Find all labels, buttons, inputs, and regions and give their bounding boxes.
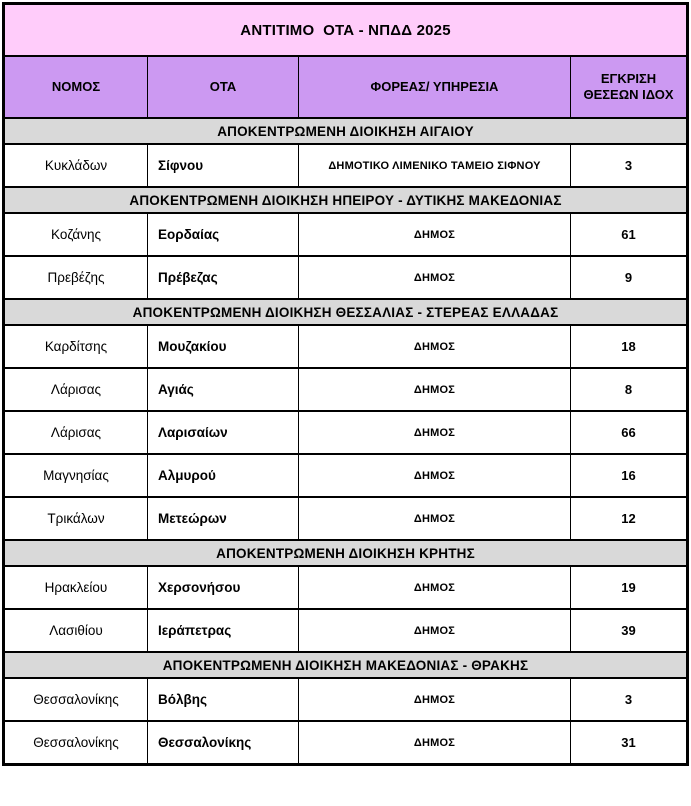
ota-cell: Μετεώρων	[148, 497, 299, 540]
foreas-cell: ΔΗΜΟΣ	[299, 678, 571, 721]
ota-cell: Μουζακίου	[148, 325, 299, 368]
ota-cell: Χερσονήσου	[148, 566, 299, 609]
section-header: ΑΠΟΚΕΝΤΡΩΜΕΝΗ ΔΙΟΙΚΗΣΗ ΜΑΚΕΔΟΝΙΑΣ - ΘΡΑΚΗΣ	[4, 652, 688, 678]
foreas-cell: ΔΗΜΟΣ	[299, 721, 571, 765]
egkrisi-cell: 18	[571, 325, 688, 368]
nomos-cell: Θεσσαλονίκης	[4, 721, 148, 765]
col-header-nomos: ΝΟΜΟΣ	[4, 56, 148, 118]
egkrisi-cell: 3	[571, 144, 688, 187]
foreas-cell: ΔΗΜΟΣ	[299, 411, 571, 454]
nomos-cell: Λάρισας	[4, 411, 148, 454]
col-header-foreas: ΦΟΡΕΑΣ/ ΥΠΗΡΕΣΙΑ	[299, 56, 571, 118]
ota-cell: Αλμυρού	[148, 454, 299, 497]
table-body	[4, 118, 688, 765]
foreas-cell: ΔΗΜΟΣ	[299, 368, 571, 411]
nomos-cell: Πρεβέζης	[4, 256, 148, 299]
section-header: ΑΠΟΚΕΝΤΡΩΜΕΝΗ ΔΙΟΙΚΗΣΗ ΗΠΕΙΡΟΥ - ΔΥΤΙΚΗΣ ΜΑΚΕΔΟΝΙΑΣ	[4, 187, 688, 213]
table-row	[4, 144, 688, 187]
table-row	[4, 721, 688, 765]
ota-cell: Σίφνου	[148, 144, 299, 187]
foreas-cell: ΔΗΜΟΤΙΚΟ ΛΙΜΕΝΙΚΟ ΤΑΜΕΙΟ ΣΙΦΝΟΥ	[299, 144, 571, 187]
section-header-row	[4, 118, 688, 144]
section-header: ΑΠΟΚΕΝΤΡΩΜΕΝΗ ΔΙΟΙΚΗΣΗ ΑΙΓΑΙΟΥ	[4, 118, 688, 144]
ota-npdd-table	[2, 2, 689, 766]
section-header-row	[4, 652, 688, 678]
section-header-row	[4, 540, 688, 566]
ota-cell: Πρέβεζας	[148, 256, 299, 299]
nomos-cell: Μαγνησίας	[4, 454, 148, 497]
egkrisi-cell: 19	[571, 566, 688, 609]
egkrisi-cell: 3	[571, 678, 688, 721]
section-header-row	[4, 299, 688, 325]
section-header: ΑΠΟΚΕΝΤΡΩΜΕΝΗ ΔΙΟΙΚΗΣΗ ΘΕΣΣΑΛΙΑΣ - ΣΤΕΡΕΑΣ ΕΛΛΑΔΑΣ	[4, 299, 688, 325]
egkrisi-cell: 31	[571, 721, 688, 765]
table-row	[4, 368, 688, 411]
table-row	[4, 497, 688, 540]
foreas-cell: ΔΗΜΟΣ	[299, 497, 571, 540]
table-row	[4, 566, 688, 609]
egkrisi-cell: 61	[571, 213, 688, 256]
foreas-cell: ΔΗΜΟΣ	[299, 566, 571, 609]
table-row	[4, 411, 688, 454]
egkrisi-cell: 39	[571, 609, 688, 652]
table-title: ΑΝΤΙΤΙΜΟ ΟΤΑ - ΝΠΔΔ 2025	[4, 4, 688, 57]
table-row	[4, 678, 688, 721]
col-header-egkrisi: ΕΓΚΡΙΣΗ ΘΕΣΕΩΝ ΙΔΟΧ	[571, 56, 688, 118]
nomos-cell: Κυκλάδων	[4, 144, 148, 187]
ota-cell: Αγιάς	[148, 368, 299, 411]
ota-cell: Βόλβης	[148, 678, 299, 721]
egkrisi-cell: 66	[571, 411, 688, 454]
table-row	[4, 213, 688, 256]
egkrisi-cell: 8	[571, 368, 688, 411]
column-header-row	[4, 56, 688, 118]
table-row	[4, 256, 688, 299]
nomos-cell: Θεσσαλονίκης	[4, 678, 148, 721]
nomos-cell: Τρικάλων	[4, 497, 148, 540]
table-title-row	[4, 4, 688, 57]
section-header: ΑΠΟΚΕΝΤΡΩΜΕΝΗ ΔΙΟΙΚΗΣΗ ΚΡΗΤΗΣ	[4, 540, 688, 566]
ota-cell: Θεσσαλονίκης	[148, 721, 299, 765]
table-row	[4, 454, 688, 497]
nomos-cell: Καρδίτσης	[4, 325, 148, 368]
ota-table-container	[2, 2, 686, 766]
foreas-cell: ΔΗΜΟΣ	[299, 609, 571, 652]
egkrisi-cell: 9	[571, 256, 688, 299]
foreas-cell: ΔΗΜΟΣ	[299, 256, 571, 299]
section-header-row	[4, 187, 688, 213]
nomos-cell: Κοζάνης	[4, 213, 148, 256]
nomos-cell: Λασιθίου	[4, 609, 148, 652]
foreas-cell: ΔΗΜΟΣ	[299, 454, 571, 497]
ota-cell: Εορδαίας	[148, 213, 299, 256]
ota-cell: Λαρισαίων	[148, 411, 299, 454]
ota-cell: Ιεράπετρας	[148, 609, 299, 652]
foreas-cell: ΔΗΜΟΣ	[299, 325, 571, 368]
egkrisi-cell: 12	[571, 497, 688, 540]
foreas-cell: ΔΗΜΟΣ	[299, 213, 571, 256]
table-row	[4, 325, 688, 368]
nomos-cell: Λάρισας	[4, 368, 148, 411]
egkrisi-cell: 16	[571, 454, 688, 497]
nomos-cell: Ηρακλείου	[4, 566, 148, 609]
col-header-ota: ΟΤΑ	[148, 56, 299, 118]
table-row	[4, 609, 688, 652]
